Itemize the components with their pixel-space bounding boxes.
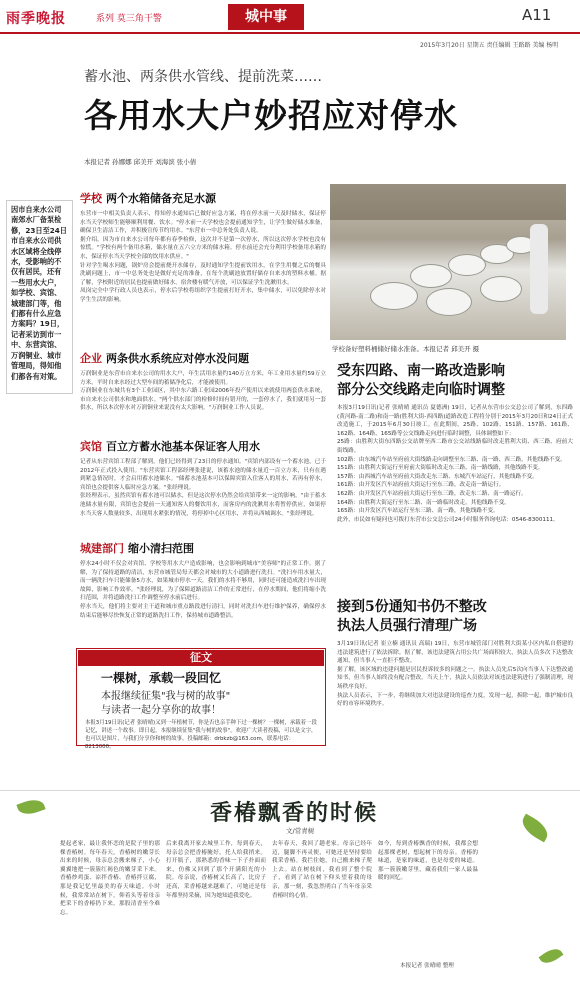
square-article-body: 3月19日讯(记者 崔立楠 通讯员 高瑞) 19日，东营市城管部门对胜利大街某小区内私自搭建的违法建筑进行了依法拆除。据了解，该违法建筑占用公共广场面积较大，执法人员多次下达整改通知，但当事人一直拒不整改。 据了解，该区域的违建问题是居民投诉较多的问题之一。执法人员先后5次向当事人下达整改通知书，但当事人始终没有配合整改。当天上午，执法人员依法对该违法建筑进行了强制清理，现场秩序良好。 执法人员表示，下一步，将继续加大对违法建设的巡查力度，发现一起，拆除一起，维护城市良好的市容环境秩序。 [337, 641, 573, 708]
byline: 本报记者 孙娜娜 邱美开 刘海滨 张小倩 [84, 158, 197, 166]
bus-headline [337, 362, 505, 400]
paper-sub: 系列 莫三角干警 [96, 14, 162, 24]
section-title: 百立方蓄水池基本保证客人用水 [106, 440, 260, 453]
essay-call-band: 征文 [78, 650, 324, 666]
section-tag: 学校 [80, 192, 102, 205]
square-headline [337, 598, 487, 636]
section-title: 缩小清扫范围 [128, 542, 194, 555]
square-headline-line2: 执法人员强行清理广场 [337, 618, 477, 634]
section-title: 两个水箱储备充足水源 [106, 192, 216, 205]
section-school [80, 190, 326, 336]
top-rule [0, 32, 580, 34]
lead-text: 因市自来水公司南郊水厂备泵检修，23日至24日市自来水公司供水区域将全线停水，受影响的不仅有居民，还有一些用水大户，如学校、宾馆、城建部门等，他们都有什么应急方案吗？19日，记者采访到市一中、东营宾馆、万润铜业、城市管理局，得知他们都各有对策。 [11, 205, 67, 381]
bus-headline-line2: 部分公交线路走向临时调整 [337, 382, 505, 398]
essay-call-body: 本报3月19日讯(记者 张晴晴)又到一年植树节，你是否也亲手种下过一棵树？一棵树，承载着一段记忆，讲述一个故事。即日起，本报继续征集"我与树的故事"，欢迎广大读者投稿，可以是文字，也可以是图片，与我们分享你和树的故事。投稿邮箱：drbkzb@163.com，联系电话：8213000。 [85, 720, 317, 750]
feature-col-3: 去年春天，我回了趟老家。母亲已经年迈，腿脚不再灵便，可她还是坚持要给我采香椿。我拦住她，自己搬来梯子爬上去。站在树枝间，我看到了整个院子，看到了站在树下仰头望着我的母亲，那一刻，我忽然明白了当年母亲采香椿时的心情。 [272, 841, 372, 899]
essay-call-box [76, 648, 326, 750]
bus-article-body: 本报3月19日讯(记者 张晴晴 通讯员 夏德洲) 19日，记者从东营市公交总公司了解到，东四路(黄河路-南二路)和南一路(胜利大街-西四路)道路改造工程将分别于2015年3月20日和24日正式改造施工，于2015年6月30日竣工。在此期间，25路、102路、151路、157路、161路、162路、164路、165路等公交线路走向进行临时调整，具体调整如下： 25路：由胜利大街东四路公交站牌至西二路市公交站线路临时改走胜利大街、西三路、府前大街线路。 102路：由东城汽车站至府前大街线路走向调整至东三路、南一路、西三路，其他线路不变。 151路：由胜利大街运行至府前大街临时改走东三路、南一路线路，其他线路不变。 157路：由西城汽车站至府前大街改走东三路、东城汽车站运行，其他线路不变。 161路：由开发区汽车站府前大街运行至东三路，改走南一路运行。 162路：由开发区汽车站府前大街运行至东三路，改走东二路、南一路运行。 164路：由胜利大街运行至东二路、南一路临时改走，其他线路不变。 165路：由开发区汽车站运行至东三路、南一路，其他线路不变。 此外，市民如有疑问也可拨打东营市公交总公司24小时服务咨询电话：0546-8300111。 [337, 405, 573, 523]
photo-caption: 学校备好塑料桶储好储水准备。本报记者 邱美开 摄 [332, 345, 480, 353]
essay-call-sub2: 与读者一起分享你的故事！ [101, 705, 221, 716]
feature-divider [0, 790, 580, 791]
leaf-decoration [518, 814, 552, 843]
bus-headline-line1: 受东四路、南一路改造影响 [337, 363, 505, 379]
section-body: 停水24小时不仅会对宾馆、学校等用水大户造成影响，也会影响到城市"美容师"的正常工作。据了解，为了保持道路的清洁，东营市城管局每天都会对城市的大小道路进行洗扫。"洗扫车用水量大，而一辆洗扫车只能储备5方水，如果城市停水一天，我们的水将不够用，同时还可能造成洗扫车出现故障，影响工作效率。"张经理说，为了保障道路清洁工作的正常进行，在停水期间，他们将缩小洗扫范围，并将道路洗扫工作调整至停水前后进行。 停水当天，他们将主要对主干道和城市重点路段进行清扫，同时对洗扫车进行维护保养，确保停水结束后能够尽快恢复正常的道路洗扫工作，保持城市道路整洁。 [80, 561, 326, 619]
square-headline-line1: 接到5份通知书仍不整改 [337, 599, 487, 615]
section-tag: 企业 [80, 352, 102, 365]
paper-name: 雨季晚报 [6, 11, 66, 27]
photo-school-buckets [330, 184, 566, 340]
main-headline: 各用水大户妙招应对停水 [84, 96, 458, 135]
section-body: 记者从东营宾馆工程部了解到，他们已经得到了23日的停水通知。"宾馆内部设有一个蓄水池，已于2012年正式投入使用。"东营宾馆工程部经理张建说，该蓄水池的储水量近一百立方米，只有在遇到紧急情况时，才会启用蓄水池储水。"储蓄水池基本可以保障宾馆入住客人的用水，若再有停水，宾馆也会提供客人临时应急方案。"张经理说。 张经理表示，虽然宾馆有蓄水池可以储水，但是这次停水仍然会给宾馆带来一定的影响。"由于蓄水池储水量有限，宾馆也会提前一天通知客人的餐饮用水，而客房内的洗漱用水将暂停供应，如果停水当天客人数量较多，出现用水紧张的情况，将停掉中心区用水，并将从西城调水。"张经理说。 [80, 459, 326, 517]
dateline: 2015年3月20日 星期五 责任编辑 王路路 美编 杨明 [420, 42, 559, 49]
leaf-decoration [539, 945, 564, 967]
section-enterprise [80, 350, 326, 436]
section-heading [80, 540, 326, 556]
section-tag: 城建部门 [80, 542, 124, 555]
section-heading [80, 350, 326, 366]
section-label: 城中事 [228, 4, 304, 30]
essay-call-sub1: 本报继续征集"我与树的故事" [101, 691, 231, 702]
kicker: 蓄水池、两条供水管线、提前洗菜…… [84, 69, 322, 85]
section-heading [80, 190, 326, 206]
section-title: 两条供水系统应对停水没问题 [106, 352, 249, 365]
feature-title: 香椿飘香的时候 [210, 800, 379, 826]
section-hotel [80, 438, 326, 542]
feature-signoff: 本报记者 张晴晴 整理 [400, 963, 454, 969]
section-body: 东营市一中相关负责人表示，得知停水通知后已做好应急方案，将在停水前一天及时储水，保证停水当天学校师生能够顺利用餐、饮水。"停水前一天学校也会提前通知学生，让学生做好储水准备，确保卫生清洁工作，并积极宣传节约用水。"东营市一中总务处负责人说。 据介绍，因为市自来水公司每年都有春季检修，这次并不是第一次停水，所以这次停水学校也没有惊慌。"学校有两个备用水箱，储水量在五六立方米的储水箱。停水前还会充分利用学校备用水箱的水，保证停水当天学校全部的饮用水供应。" 针对学生喝水问题，锅炉房会提前烧开水储存，及时通知学生提前饮用水，在学生用餐之后的餐具洗刷问题上，市一中总务处也是做好充足的准备，在每个洗刷池放置好储存自来水的塑料水桶。据了解，学校附近的居民也提前做好储水，宿舍楼有暖气开放，可以保证学生洗漱用水。 凤岗完全中学行政人员也表示，停水后学校将组织学生提前打好开水，集中储水，可以免除停水对学生生活的影响。 [80, 211, 326, 303]
leaf-decoration [16, 796, 45, 818]
feature-col-1: 提起老家，最让我怀恋的是院子里的那棵香椿树。每年春天，香椿树的嫩芽长出来的时候，母亲总会搬来梯子，小心翼翼地把一簇簇红褐色的嫩芽采下来。香椿炒鸡蛋、凉拌香椿、香椿拌豆腐，那是我记忆里最美的春天味道。小时候，我常常站在树下，仰着头等着母亲把采下的香椿扔下来，那股清香至今难忘。 [60, 841, 160, 916]
feature-col-2: 后来我离开家去城里工作，每到春天，母亲总会把香椿腌好，托人给我捎来。打开瓶子，那熟悉的香味一下子扑面而来，仿佛又回到了那个开满阳光的小院。母亲说，香椿树又长高了，比房子还高，采香椿越来越难了，可她还是每年都坚持采摘，因为她知道我爱吃。 [166, 841, 266, 899]
section-heading [80, 438, 326, 454]
page-number: A11 [522, 6, 552, 24]
section-body: 万润铜业是东营市自来水公司的用水大户，年生活用水量约140万立方米，年工业用水量约59万立方米。平时自来水经过大型车间的蓄储净化后，才能被使用。 万润铜业在东城共有3个工业园区，其中东六路工业园2006年投产使用以来就使用两套供水系统，市自来水公司供水和地面供水。"两个供水部门的检修时间有错开的，一套停水了，我们就用另一套供水，所以本次停水对万润铜业来说没有太大影响。"万润铜业工作人员说。 [80, 371, 326, 412]
lead-box [6, 200, 73, 394]
feature-col-4: 如今，每到香椿飘香的时候，我都会想起那棵老树，想起树下的母亲。香椿的味道，是家的味道，也是母爱的味道。那一簇簇嫩芽里，藏着我们一家人最温暖的回忆。 [378, 841, 478, 882]
section-tag: 宾馆 [80, 440, 102, 453]
feature-author: 文/常青树 [286, 827, 315, 835]
essay-call-title: 一棵树，承载一段回忆 [101, 671, 222, 685]
section-city [80, 540, 326, 642]
